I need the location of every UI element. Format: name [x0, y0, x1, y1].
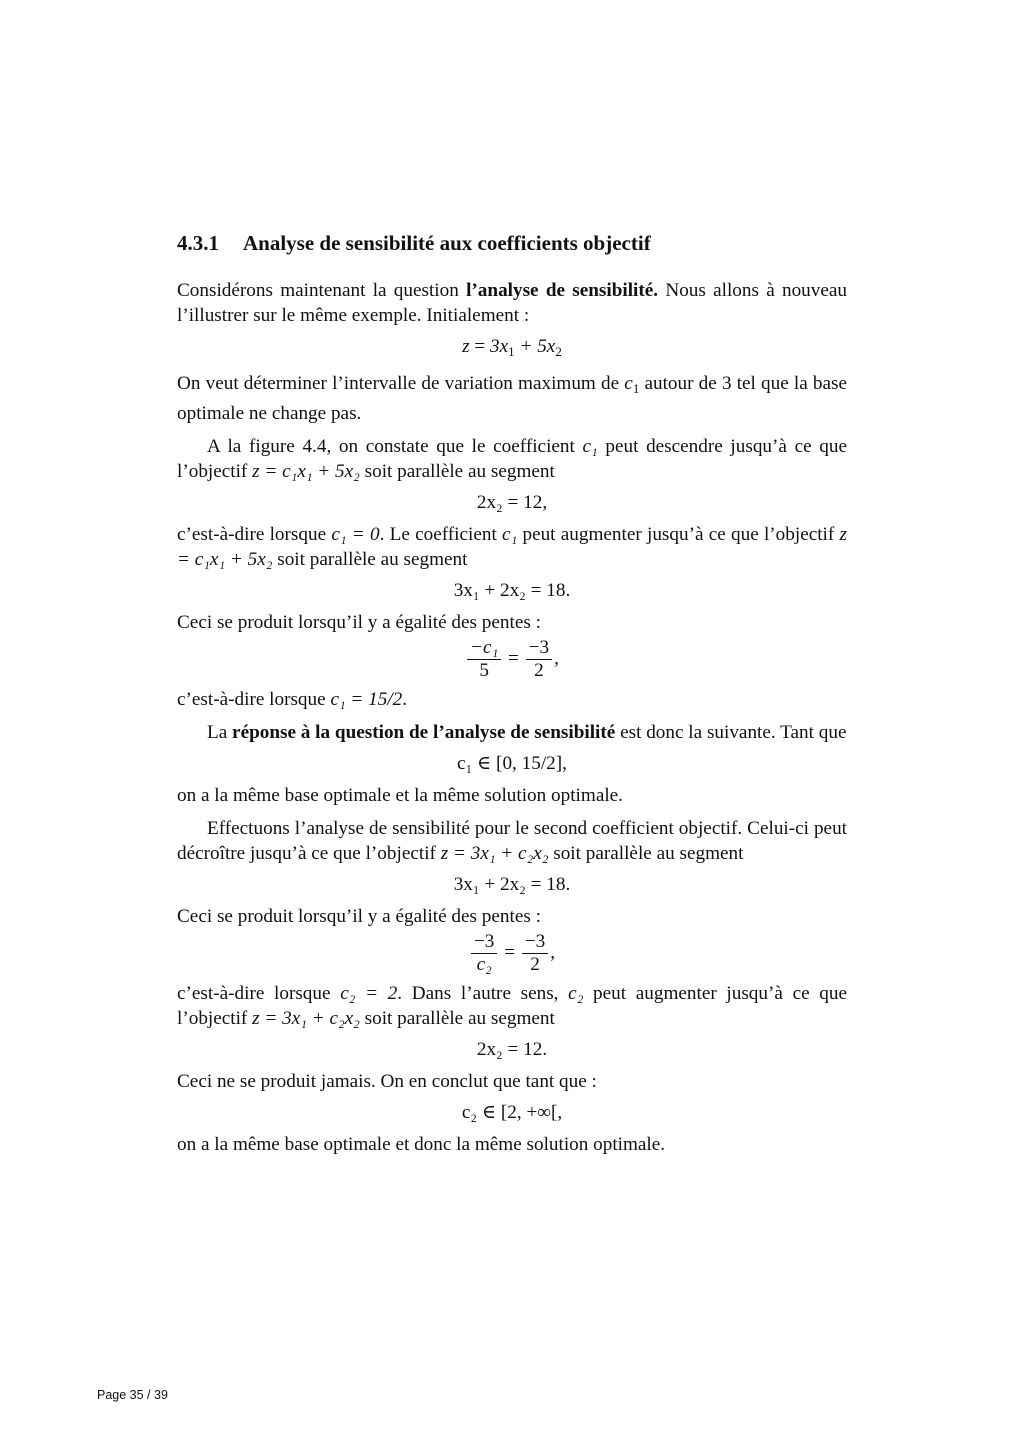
paragraph-intro [177, 278, 847, 328]
paragraph-conclusion-2: on a la même base optimale et donc la même solution optimale. [177, 1134, 666, 1155]
equation-segment-3: 3x₁ + 2x₂ = 18. [453, 874, 571, 895]
math-sub: 1 [508, 344, 515, 359]
math: z = c₁x₁ + 5x₂ [252, 461, 360, 482]
math: c₂ [568, 983, 584, 1004]
text: . Le coefficient [379, 524, 503, 545]
text: peut augmenter jusqu’à ce que l’objectif [517, 524, 840, 545]
text: soit parallèle au segment [359, 461, 555, 482]
numerator: −3 [471, 931, 497, 954]
paragraph-c1-max [177, 687, 847, 712]
numerator: −3 [522, 931, 548, 954]
text: soit parallèle au segment [272, 549, 468, 570]
section-number: 4.3.1 [177, 231, 219, 255]
paragraph-second-coef [177, 816, 847, 866]
text: soit parallèle au segment [359, 1008, 555, 1029]
math: + 5x [514, 336, 556, 357]
paragraph-never: Ceci ne se produit jamais. On en conclut que tant que : [177, 1071, 597, 1092]
text: La [207, 722, 233, 743]
page-number: Page 35 / 39 [97, 1388, 168, 1402]
numerator: −3 [526, 637, 552, 660]
punctuation: , [550, 941, 556, 963]
math: z = c₁x₁ + 5x₂ [177, 524, 847, 570]
document-page [177, 228, 847, 1157]
math: 3x [490, 336, 509, 357]
equation-segment-4: 2x₂ = 12. [476, 1039, 548, 1060]
equation-c2-interval: c₂ ∈ [2, +∞[, [461, 1102, 563, 1123]
math: c₁ [502, 524, 518, 545]
paragraph-c2-min [177, 981, 847, 1031]
paragraph-slopes-2: Ceci se produit lorsqu’il y a égalité des pentes : [177, 906, 541, 927]
equation-c1-interval: c₁ ∈ [0, 15/2], [457, 753, 567, 774]
text: Effectuons l’analyse de sensibilité pour le second coefficient objectif. Celui-ci peut décroître jusqu’à ce que l’objectif [177, 818, 847, 864]
text: Nous allons à nouveau l’illustrer sur le même exemple. Initialement : [177, 280, 847, 326]
math: c₁ [582, 436, 598, 457]
text: peut augmenter jusqu’à ce que l’objectif [177, 983, 847, 1029]
equation-segment-1: 2x₂ = 12, [476, 492, 548, 513]
text: . [402, 689, 408, 710]
equation-segment-2: 3x₁ + 2x₂ = 18. [453, 580, 571, 601]
text: peut descendre jusqu’à ce que l’objectif [177, 436, 847, 482]
math: c₁ = 0 [331, 524, 380, 545]
bold-term: réponse à la question de l’analyse de sensibilité [232, 722, 616, 743]
equation-objective: $z = 3x_1 + 5x_2$ [462, 336, 562, 359]
equation-slopes-1: $\frac{\text{−c₁}}{5}$ = $\frac{-3}{2}$ , [177, 637, 847, 687]
text: Considérons maintenant la question [177, 280, 467, 301]
denominator: 2 [530, 954, 540, 975]
paragraph-c1-zero [177, 522, 847, 572]
text: . Dans l’autre sens, [397, 983, 569, 1004]
fraction [526, 637, 552, 682]
math-sub: 1 [632, 381, 640, 396]
math: c₁ = 15/2 [330, 689, 403, 710]
text: c’est-à-dire lorsque [177, 524, 332, 545]
fraction [522, 931, 548, 976]
paragraph-slopes-1: Ceci se produit lorsqu’il y a égalité des pentes : [177, 612, 541, 633]
text: A la figure 4.4, on constate que le coefficient [207, 436, 583, 457]
denominator: 2 [534, 660, 544, 681]
paragraph-answer [177, 720, 847, 745]
text: soit parallèle au segment [548, 843, 744, 864]
math: z [462, 336, 470, 357]
paragraph-conclusion-1: on a la même base optimale et la même solution optimale. [177, 785, 623, 806]
text: est donc la suivante. Tant que [615, 722, 847, 743]
section-heading [177, 228, 847, 258]
math: c₂ = 2 [340, 983, 398, 1004]
math-sub: 2 [555, 344, 562, 359]
text: On veut déterminer l’intervalle de variation maximum de [177, 373, 625, 394]
equation-slopes-2: $\frac{-3}{\text{c₂}}$ = $\frac{-3}{2}$ , [177, 931, 847, 981]
text: c’est-à-dire lorsque [177, 983, 341, 1004]
numerator: −c₁ [467, 637, 501, 660]
fraction [467, 637, 501, 682]
section-title: Analyse de sensibilité aux coefficients objectif [243, 231, 651, 255]
bold-term: l’analyse de sensibilité. [466, 280, 659, 301]
math: z = 3x₁ + c₂x₂ [440, 843, 549, 864]
punctuation: , [554, 647, 559, 669]
denominator: c₂ [476, 954, 492, 975]
fraction [471, 931, 497, 976]
math: c [624, 373, 633, 394]
denominator: 5 [479, 660, 489, 681]
paragraph-goal [177, 371, 847, 426]
math: z = 3x₁ + c₂x₂ [252, 1008, 360, 1029]
text: c’est-à-dire lorsque [177, 689, 331, 710]
text: autour de 3 tel que la base optimale ne change pas. [177, 373, 848, 424]
paragraph-figure [177, 434, 847, 484]
